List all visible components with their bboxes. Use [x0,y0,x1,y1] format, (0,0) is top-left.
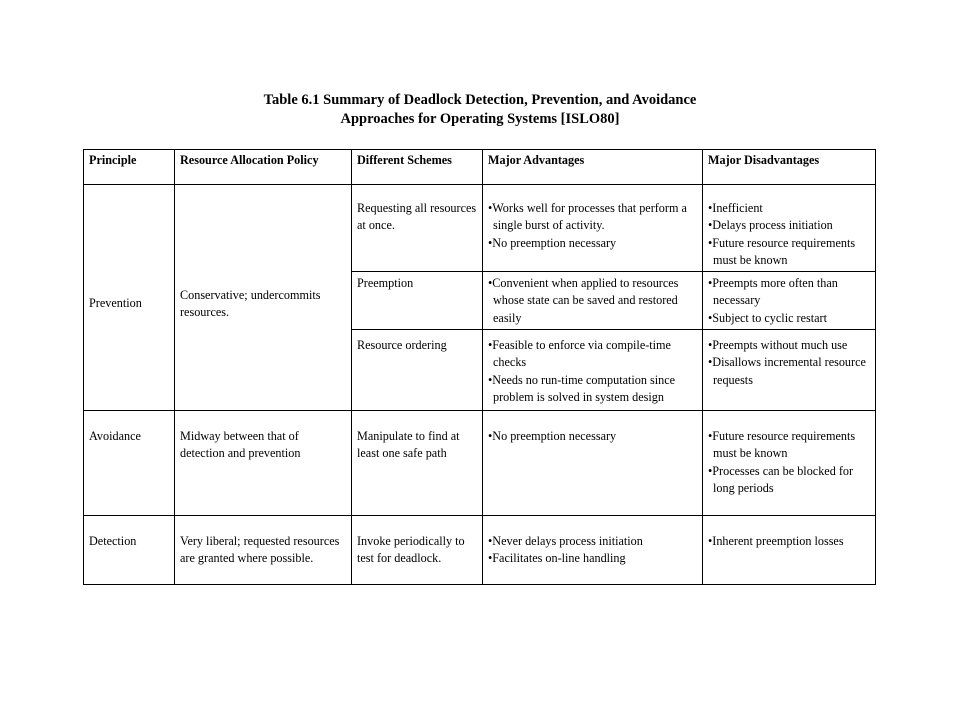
policy-prevention: Conservative; undercommits resources. [175,185,352,411]
header-schemes: Different Schemes [352,150,483,185]
caption-line-1: Table 6.1 Summary of Deadlock Detection, Prevention, and Avoidance [263,92,697,108]
disadvantages-preemption: •Preempts more often than necessary •Subject to cyclic restart [703,272,876,330]
policy-avoidance: Midway between that of detection and prevention [175,411,352,516]
table-caption [0,91,960,129]
advantages-requesting-all: •Works well for processes that perform a single burst of activity. •No preemption necessary [483,185,703,272]
header-disadvantages: Major Disadvantages [703,150,876,185]
table-row [84,411,876,516]
caption-line-2: Approaches for Operating Systems [ISLO80] [340,111,620,127]
advantages-avoidance: •No preemption necessary [483,411,703,516]
scheme-detection: Invoke periodically to test for deadlock. [352,516,483,585]
deadlock-summary-table [83,149,876,585]
table-row [84,185,876,272]
header-policy: Resource Allocation Policy [175,150,352,185]
header-row [84,150,876,185]
disadvantages-requesting-all: •Inefficient •Delays process initiation •Future resource requirements must be known [703,185,876,272]
scheme-avoidance: Manipulate to find at least one safe path [352,411,483,516]
policy-detection: Very liberal; requested resources are granted where possible. [175,516,352,585]
advantages-preemption: •Convenient when applied to resources whose state can be saved and restored easily [483,272,703,330]
advantages-detection: •Never delays process initiation •Facilitates on-line handling [483,516,703,585]
header-advantages: Major Advantages [483,150,703,185]
header-principle: Principle [84,150,175,185]
principle-prevention: Prevention [84,185,175,411]
principle-avoidance: Avoidance [84,411,175,516]
principle-detection: Detection [84,516,175,585]
disadvantages-resource-ordering: •Preempts without much use •Disallows incremental resource requests [703,330,876,411]
scheme-preemption: Preemption [352,272,483,330]
scheme-resource-ordering: Resource ordering [352,330,483,411]
advantages-resource-ordering: •Feasible to enforce via compile-time checks •Needs no run-time computation since problem is solved in system design [483,330,703,411]
disadvantages-avoidance: •Future resource requirements must be known •Processes can be blocked for long periods [703,411,876,516]
disadvantages-detection: •Inherent preemption losses [703,516,876,585]
table-row [84,516,876,585]
scheme-requesting-all: Requesting all resources at once. [352,185,483,272]
